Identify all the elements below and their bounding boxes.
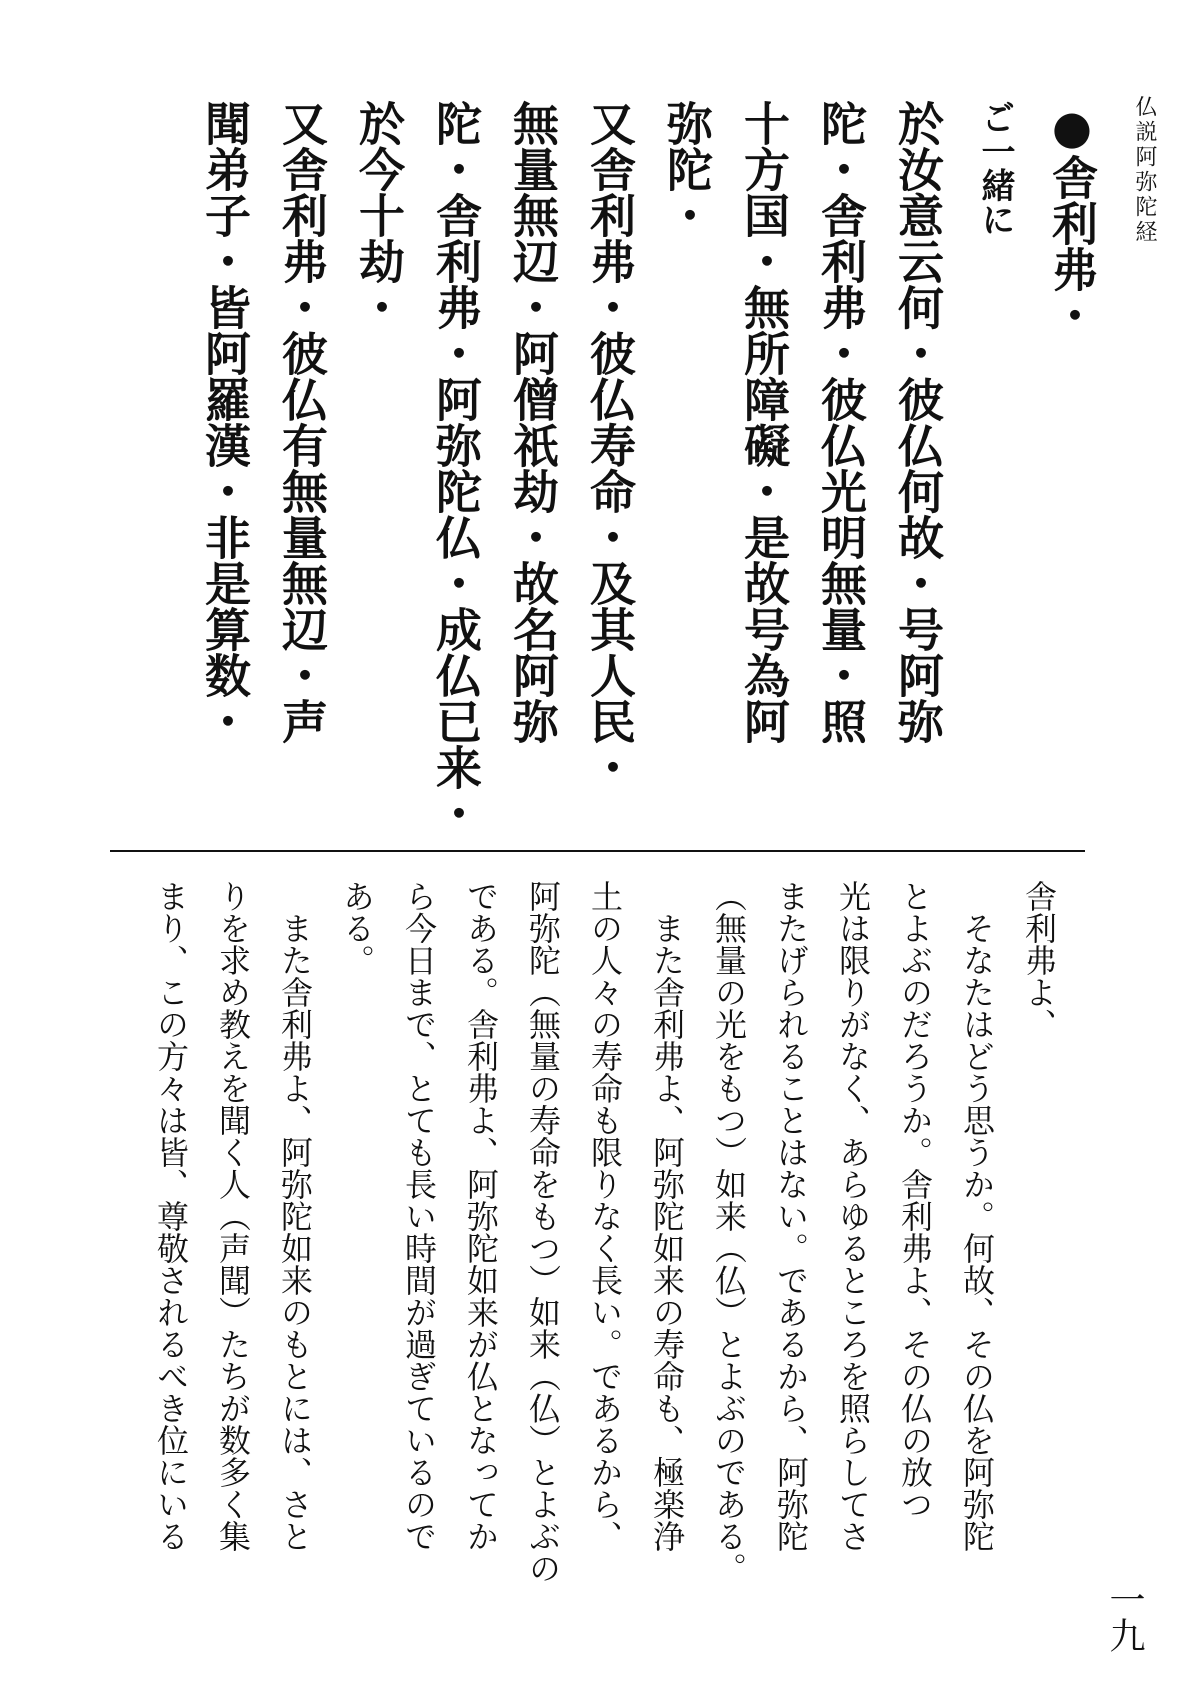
translation-line: 舎利弗よ、 [1020, 880, 1058, 1040]
sutra-line: 無量無辺・阿僧祇劫・故名阿弥 [506, 100, 560, 744]
sutra-line: ●舎利弗・ [1045, 100, 1099, 338]
translation-line: 土の人々の寿命も限りなく長い。であるから、 [586, 880, 624, 1552]
sutra-line: 陀・舎利弗・阿弥陀仏・成仏已来・ [429, 100, 483, 836]
sutra-line: ご一緒に [975, 100, 1015, 236]
translation-line: である。舎利弗よ、阿弥陀如来が仏となってか [462, 880, 500, 1552]
translation-line: 阿弥陀（無量の寿命をもつ）如来（仏）とよぶの [524, 880, 562, 1584]
translation-line: またげられることはない。であるから、阿弥陀 [772, 880, 810, 1552]
translation-line: まり、この方々は皆、尊敬されるべき位にいる [152, 880, 190, 1552]
sutra-text [110, 100, 1110, 840]
translation-line: （無量の光をもつ）如来（仏）とよぶのである。 [710, 880, 748, 1584]
page-number: 一九 [1104, 1581, 1145, 1653]
section-divider [110, 850, 1085, 852]
translation-line: りを求め教えを聞く人（声聞）たちが数多く集 [214, 880, 252, 1552]
translation-line: また舎利弗よ、阿弥陀如来の寿命も、極楽浄 [648, 912, 686, 1552]
sutra-line: 又舎利弗・彼仏有無量無辺・声 [275, 100, 329, 744]
sutra-line: 十方国・無所障礙・是故号為阿 [737, 100, 791, 744]
sutra-line: 於今十劫・ [352, 100, 406, 330]
translation-line: そなたはどう思うか。何故、その仏を阿弥陀 [958, 912, 996, 1552]
translation-text [100, 880, 1070, 1620]
translation-line: ら今日まで、とても長い時間が過ぎているので [400, 880, 438, 1552]
translation-line: ある。 [338, 880, 376, 976]
sutra-line: 於汝意云何・彼仏何故・号阿弥 [891, 100, 945, 744]
sutra-line: 聞弟子・皆阿羅漢・非是算数・ [198, 100, 252, 744]
translation-line: とよぶのだろうか。舎利弗よ、その仏の放つ [896, 880, 934, 1520]
sutra-line: 又舎利弗・彼仏寿命・及其人民・ [583, 100, 637, 790]
translation-line: また舎利弗よ、阿弥陀如来のもとには、さと [276, 912, 314, 1552]
translation-line: 光は限りがなく、あらゆるところを照らしてさ [834, 880, 872, 1552]
sutra-line: 弥陀・ [660, 100, 714, 238]
page-header: 仏説阿弥陀経 [1132, 95, 1157, 245]
sutra-line: 陀・舎利弗・彼仏光明無量・照 [814, 100, 868, 744]
